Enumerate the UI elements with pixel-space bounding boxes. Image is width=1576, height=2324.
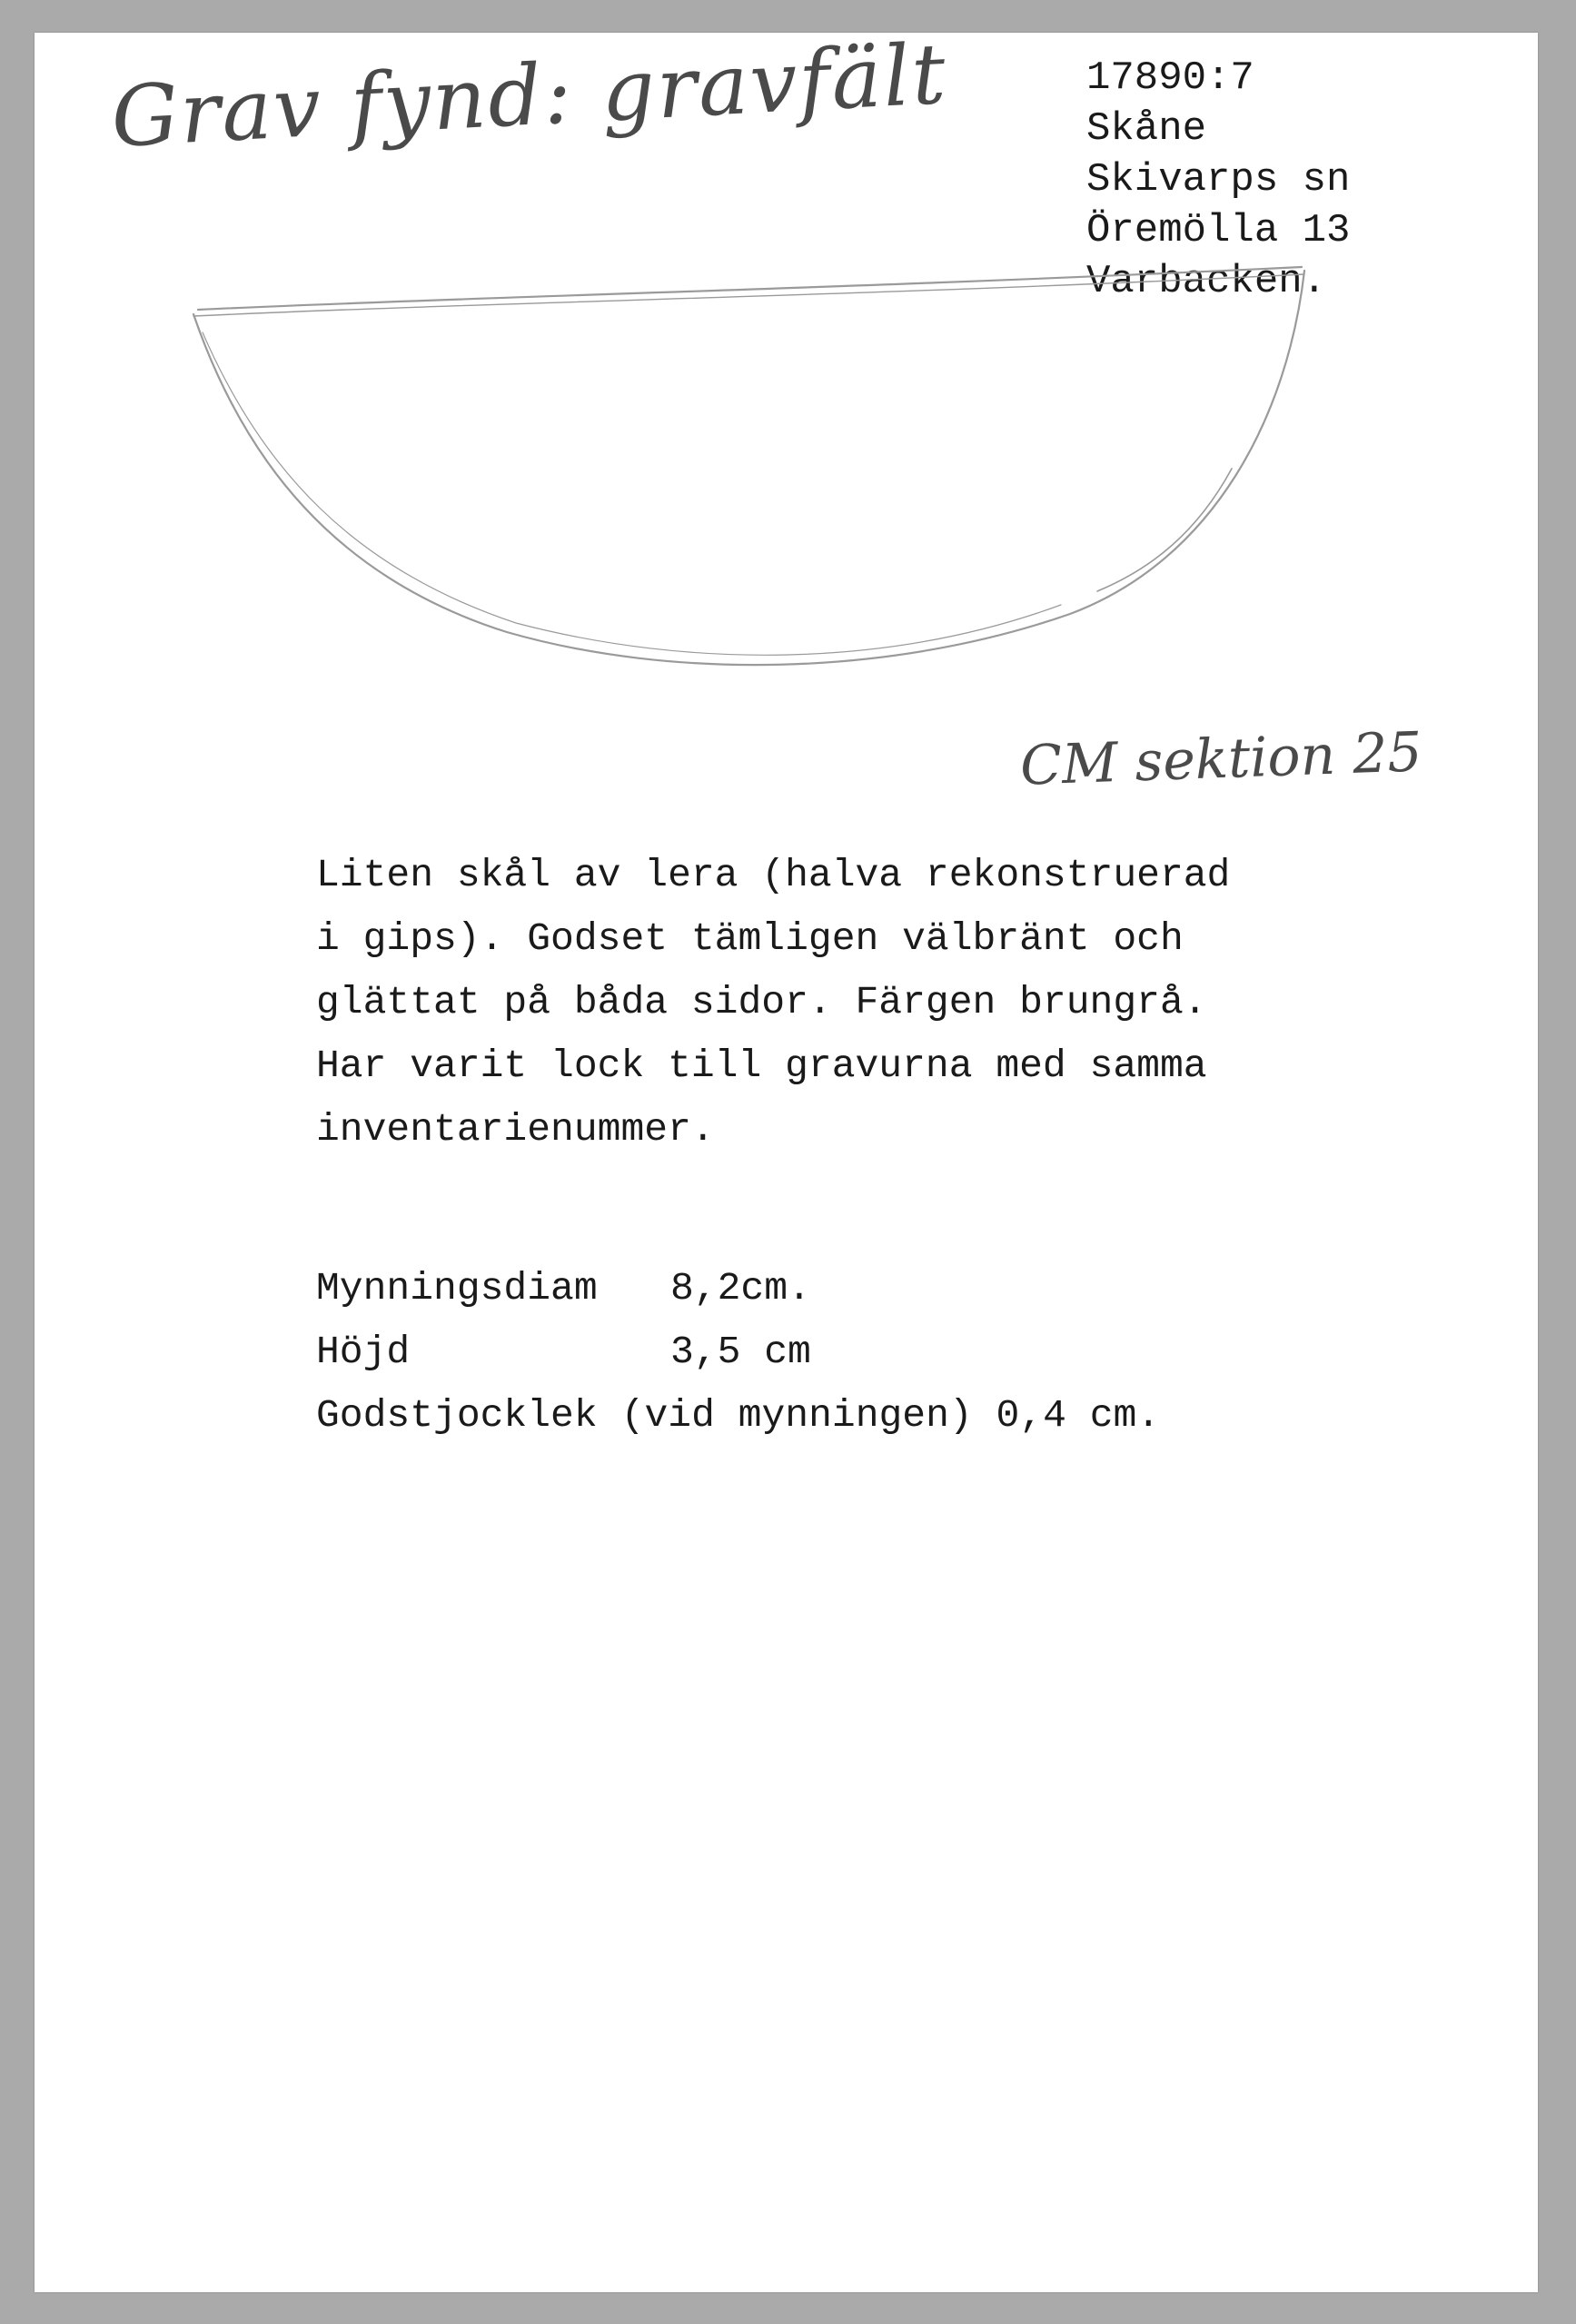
catalog-card xyxy=(35,25,1538,2292)
description-line-3: glättat på båda sidor. Färgen brungrå. xyxy=(316,980,1207,1024)
catalog-province: Skåne xyxy=(1086,106,1207,152)
measurement-label: Godstjocklek xyxy=(316,1393,598,1438)
catalog-number: 17890:7 xyxy=(1086,55,1254,101)
bowl-right-stroke xyxy=(1097,469,1232,591)
handwritten-title: Grav fynd: gravfält xyxy=(109,25,950,166)
description-line-2: i gips). Godset tämligen välbränt och xyxy=(316,916,1184,961)
measurement-value: 3,5 cm xyxy=(670,1330,811,1374)
catalog-location: Varbacken. xyxy=(1086,259,1327,304)
bowl-rim-line-2 xyxy=(193,274,1304,316)
bowl-body-outline-2 xyxy=(203,332,1061,655)
catalog-site: Öremölla 13 xyxy=(1086,208,1351,253)
measurement-value: 8,2cm. xyxy=(670,1266,811,1310)
description-line-1: Liten skål av lera (halva rekonstruerad xyxy=(316,853,1231,897)
measurement-mouth-diameter xyxy=(316,1257,1524,1320)
bowl-rim-line xyxy=(198,267,1302,310)
measurement-label: Höjd xyxy=(316,1330,411,1374)
measurement-height xyxy=(316,1320,1524,1384)
bowl-sketch xyxy=(35,33,1538,777)
measurement-wall-thickness xyxy=(316,1384,1524,1448)
catalog-parish: Skivarps sn xyxy=(1086,157,1351,203)
measurement-value: (vid mynningen) 0,4 cm. xyxy=(620,1393,1161,1438)
handwritten-section-note: CM sektion 25 xyxy=(1018,720,1423,798)
description-line-4: Har varit lock till gravurna med samma xyxy=(316,1043,1207,1088)
description-line-5: inventarienummer. xyxy=(316,1107,715,1152)
measurement-label: Mynningsdiam xyxy=(316,1266,598,1310)
typed-description xyxy=(316,844,1524,1448)
bowl-body-outline xyxy=(193,271,1304,665)
